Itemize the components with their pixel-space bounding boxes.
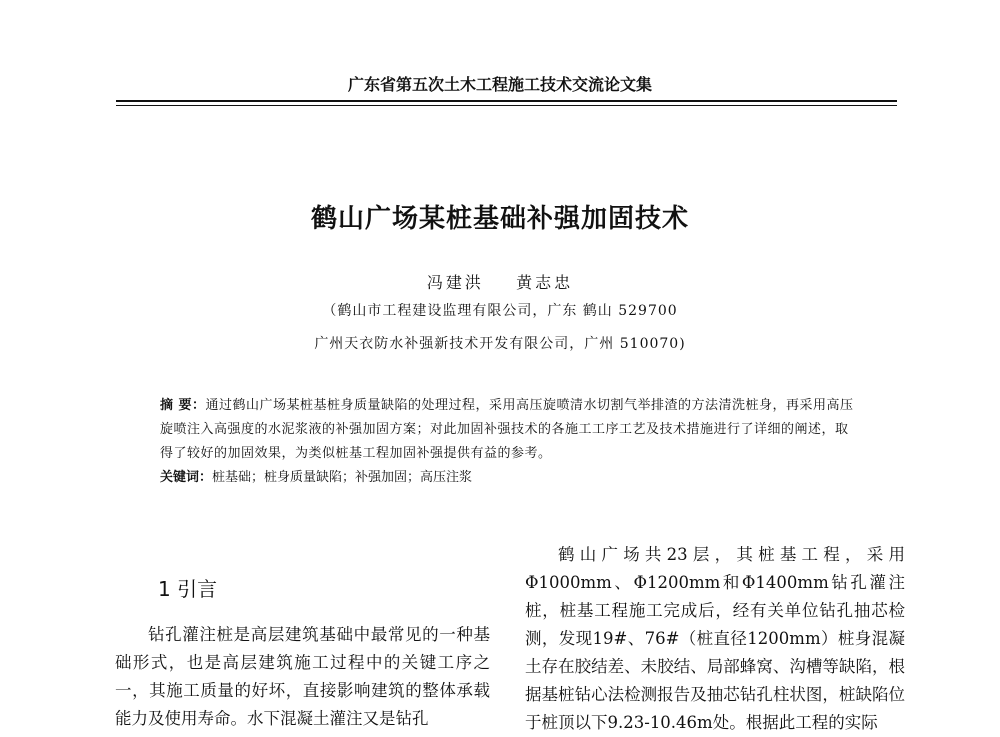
abstract-text: 通过鹤山广场某桩基桩身质量缺陷的处理过程，采用高压旋喷清水切割气举排渣的方法清洗桩身，再采用高压旋喷注入高强度的水泥浆液的补强加固方案；对此加固补强技术的各施工工序工艺及技术措施进行了详细的阐述，取得了较好的加固效果，为类似桩基工程加固补强提供有益的参考。 bbox=[160, 398, 854, 461]
abstract bbox=[160, 394, 860, 466]
keywords-text: 桩基础；桩身质量缺陷；补强加固；高压注浆 bbox=[212, 470, 473, 485]
abstract-label: 摘 要： bbox=[160, 398, 206, 413]
left-column bbox=[115, 621, 490, 733]
project-paragraph: 鹤山广场共23层，其桩基工程，采用Φ1000mm、Φ1200mm和Φ1400mm钻孔灌注桩，桩基工程施工完成后，经有关单位钻孔抽芯检测，发现19#、76#（桩直径1200mm）桩身混凝土存在胶结差、未胶结、局部蜂窝、沟槽等缺陷，根据基桩钻心法检测报告及抽芯钻孔柱状图，桩缺陷位于桩顶以下9.23-10.46m处。根据此工程的实际 bbox=[525, 545, 905, 732]
running-header: 广东省第五次土木工程施工技术交流论文集 bbox=[347, 75, 652, 94]
affiliation-1: （鹤山市工程建设监理有限公司，广东 鹤山 529700 bbox=[322, 303, 678, 319]
header-rule-thin bbox=[116, 105, 897, 106]
authors: 冯建洪 黄志忠 bbox=[426, 273, 574, 292]
intro-paragraph: 钻孔灌注桩是高层建筑基础中最常见的一种基础形式，也是高层建筑施工过程中的关键工序之一，其施工质量的好坏，直接影响建筑的整体承载能力及使用寿命。水下混凝土灌注又是钻孔 bbox=[115, 625, 490, 728]
keywords-label: 关键词： bbox=[160, 470, 213, 485]
paper-title: 鹤山广场某桩基础补强加固技术 bbox=[310, 204, 689, 234]
keywords bbox=[160, 466, 860, 490]
affiliation-2: 广州天衣防水补强新技术开发有限公司，广州 510070) bbox=[314, 336, 686, 352]
section-heading-introduction: 1 引言 bbox=[158, 577, 218, 601]
header-rule-thick bbox=[116, 100, 897, 102]
right-column bbox=[525, 541, 905, 737]
